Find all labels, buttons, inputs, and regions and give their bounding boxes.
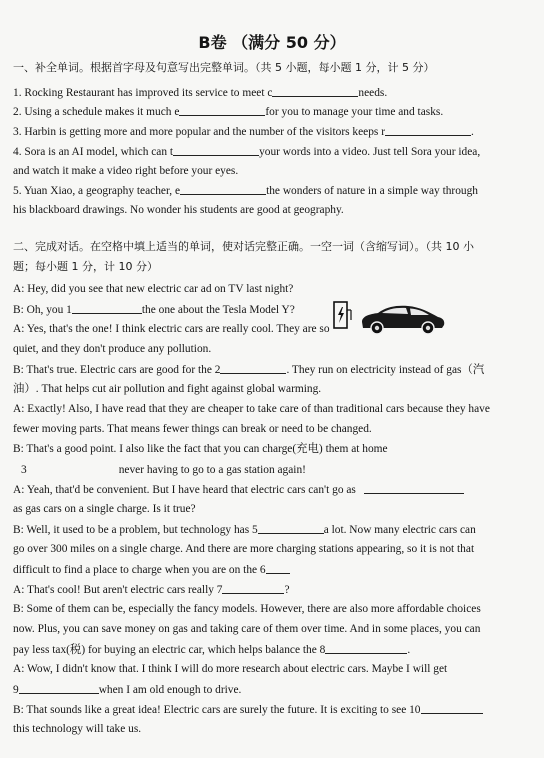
s1-item-2 xyxy=(13,103,533,120)
blank-q8[interactable] xyxy=(325,642,407,654)
car-icon xyxy=(362,306,444,334)
blank-5[interactable] xyxy=(180,183,266,195)
dialogue-text: A: Exactly! Also, I have read that they are cheaper to take care of than traditional cars because they have xyxy=(13,403,490,415)
blank-q5[interactable] xyxy=(258,522,324,534)
s1-item-3 xyxy=(13,123,533,140)
blank-q6[interactable] xyxy=(266,562,290,574)
s1-item-1-pre: 1. Rocking Restaurant has improved its service to meet c xyxy=(13,87,273,99)
dialogue-text: 油）. That helps cut air pollution and fight against global warming. xyxy=(13,383,322,395)
dialogue-text: A: Yes, that's the one! I think electric cars are really cool. They are so xyxy=(13,323,330,335)
electric-car-illustration xyxy=(330,296,448,338)
dialogue-text: . They run on electricity instead of gas（汽 xyxy=(286,364,485,376)
blank-q9[interactable] xyxy=(19,682,99,694)
dialogue-text: B: Oh, you 1 xyxy=(13,304,72,316)
blank-3[interactable] xyxy=(385,124,471,136)
blank-q3[interactable] xyxy=(27,462,119,474)
s1-item-5-cont xyxy=(13,202,533,218)
dialogue-line xyxy=(13,661,533,677)
dialogue-text: A: Yeah, that'd be convenient. But I have heard that electric cars can't go as xyxy=(13,484,356,496)
s1-item-3-post: . xyxy=(471,126,474,138)
s1-item-5-pre: 5. Yuan Xiao, a geography teacher, e xyxy=(13,185,181,197)
dialogue-text: B: Some of them can be, especially the fancy models. However, there are also more affordable choices xyxy=(13,603,481,615)
dialogue-text: A: That's cool! But aren't electric cars really 7 xyxy=(13,584,223,596)
blank-q2[interactable] xyxy=(220,362,286,374)
dialogue-text: 9 xyxy=(13,684,19,696)
dialogue-text: never having to go to a gas station again! xyxy=(118,464,306,476)
dialogue-text: B: Well, it used to be a problem, but technology has 5 xyxy=(13,524,258,536)
dialogue-line xyxy=(13,621,533,637)
s1-item-2-pre: 2. Using a schedule makes it much e xyxy=(13,106,180,118)
dialogue-text: fewer moving parts. That means fewer things can break or need to be changed. xyxy=(13,423,372,435)
section1-heading: 一、补全单词。根据首字母及句意写出完整单词。（共 5 小题，每小题 1 分，计 5 分） xyxy=(13,61,435,74)
blank-q10[interactable] xyxy=(421,702,483,714)
dialogue-line xyxy=(13,721,533,737)
charging-station-icon xyxy=(334,302,351,328)
dialogue-text: go over 300 miles on a single charge. And there are more charging stations appearing, so it is not that xyxy=(13,543,475,555)
dialogue-text: the one about the Tesla Model Y? xyxy=(141,304,295,316)
dialogue-line xyxy=(13,341,533,357)
blank-4[interactable] xyxy=(173,144,259,156)
s1-item-3-pre: 3. Harbin is getting more and more popular and the number of the visitors keeps r xyxy=(13,126,386,138)
s1-item-5 xyxy=(13,182,533,199)
dialogue-line xyxy=(13,381,533,397)
section2-heading-1: 二、完成对话。在空格中填上适当的单词，使对话完整正确。一空一词（含缩写词）。（共 10 小 xyxy=(13,240,474,253)
dialogue-text: . xyxy=(407,644,411,656)
dialogue-line xyxy=(13,481,533,498)
dialogue-line xyxy=(13,701,533,718)
dialogue-line xyxy=(13,601,533,617)
dialogue-line xyxy=(13,681,533,698)
dialogue-text: pay less tax(税) for buying an electric car, which helps balance the 8 xyxy=(13,644,326,656)
s1-item-4-post: your words into a video. Just tell Sora your idea, xyxy=(259,146,481,158)
dialogue-text: ? xyxy=(284,584,290,596)
dialogue-text: A: Hey, did you see that new electric car ad on TV last night? xyxy=(13,283,294,295)
dialogue-line xyxy=(13,461,533,478)
dialogue-text: when I am old enough to drive. xyxy=(98,684,242,696)
dialogue-line xyxy=(13,421,533,437)
dialogue-text: this technology will take us. xyxy=(13,723,142,735)
s1-item-2-post: for you to manage your time and tasks. xyxy=(265,106,444,118)
s1-item-4-cont xyxy=(13,163,533,179)
dialogue-text: a lot. Now many electric cars can xyxy=(323,524,476,536)
dialogue-line xyxy=(13,541,533,557)
dialogue-line xyxy=(13,581,533,598)
dialogue-text: quiet, and they don't produce any pollution. xyxy=(13,343,212,355)
s1-item-1 xyxy=(13,84,533,101)
dialogue-text: B: That's true. Electric cars are good for the 2 xyxy=(13,364,221,376)
dialogue-line xyxy=(13,361,533,378)
dialogue-line xyxy=(13,401,533,417)
dialogue-line xyxy=(13,441,533,457)
s1-item-4-cont-text: and watch it make a video right before your eyes. xyxy=(13,165,239,177)
blank-q7[interactable] xyxy=(222,582,284,594)
dialogue-text: B: That's a good point. I also like the fact that you can charge(充电) them at home xyxy=(13,443,388,455)
blank-q4[interactable] xyxy=(364,482,464,494)
dialogue-line xyxy=(13,501,533,517)
section-title: B卷 （满分 50 分） xyxy=(198,33,346,52)
dialogue-text: A: Wow, I didn't know that. I think I will do more research about electric cars. Maybe I will get xyxy=(13,663,448,675)
blank-1[interactable] xyxy=(272,85,358,97)
dialogue-text: difficult to find a place to charge when you are on the 6 xyxy=(13,564,266,576)
s1-item-5-post: the wonders of nature in a simple way through xyxy=(266,185,479,197)
s1-item-4-pre: 4. Sora is an AI model, which can t xyxy=(13,146,174,158)
s1-item-1-post: needs. xyxy=(358,87,388,99)
dialogue-line xyxy=(13,521,533,538)
s1-item-5-cont-text: his blackboard drawings. No wonder his students are good at geography. xyxy=(13,204,344,216)
s1-item-4 xyxy=(13,143,533,160)
dialogue-text: B: That sounds like a great idea! Electric cars are surely the future. It is exciting to see 10 xyxy=(13,704,421,716)
dialogue-text: 3 xyxy=(21,464,27,476)
dialogue-line xyxy=(13,321,330,337)
blank-2[interactable] xyxy=(179,104,265,116)
dialogue-line xyxy=(13,561,533,578)
dialogue-text: as gas cars on a single charge. Is it true? xyxy=(13,503,196,515)
blank-q1[interactable] xyxy=(72,302,142,314)
dialogue-text: now. Plus, you can save money on gas and taking care of them over time. And in some places, you can xyxy=(13,623,481,635)
dialogue-line xyxy=(13,281,533,297)
section2-heading-2: 题；每小题 1 分，计 10 分） xyxy=(13,260,158,273)
dialogue-line xyxy=(13,301,533,318)
dialogue-line xyxy=(13,641,533,658)
